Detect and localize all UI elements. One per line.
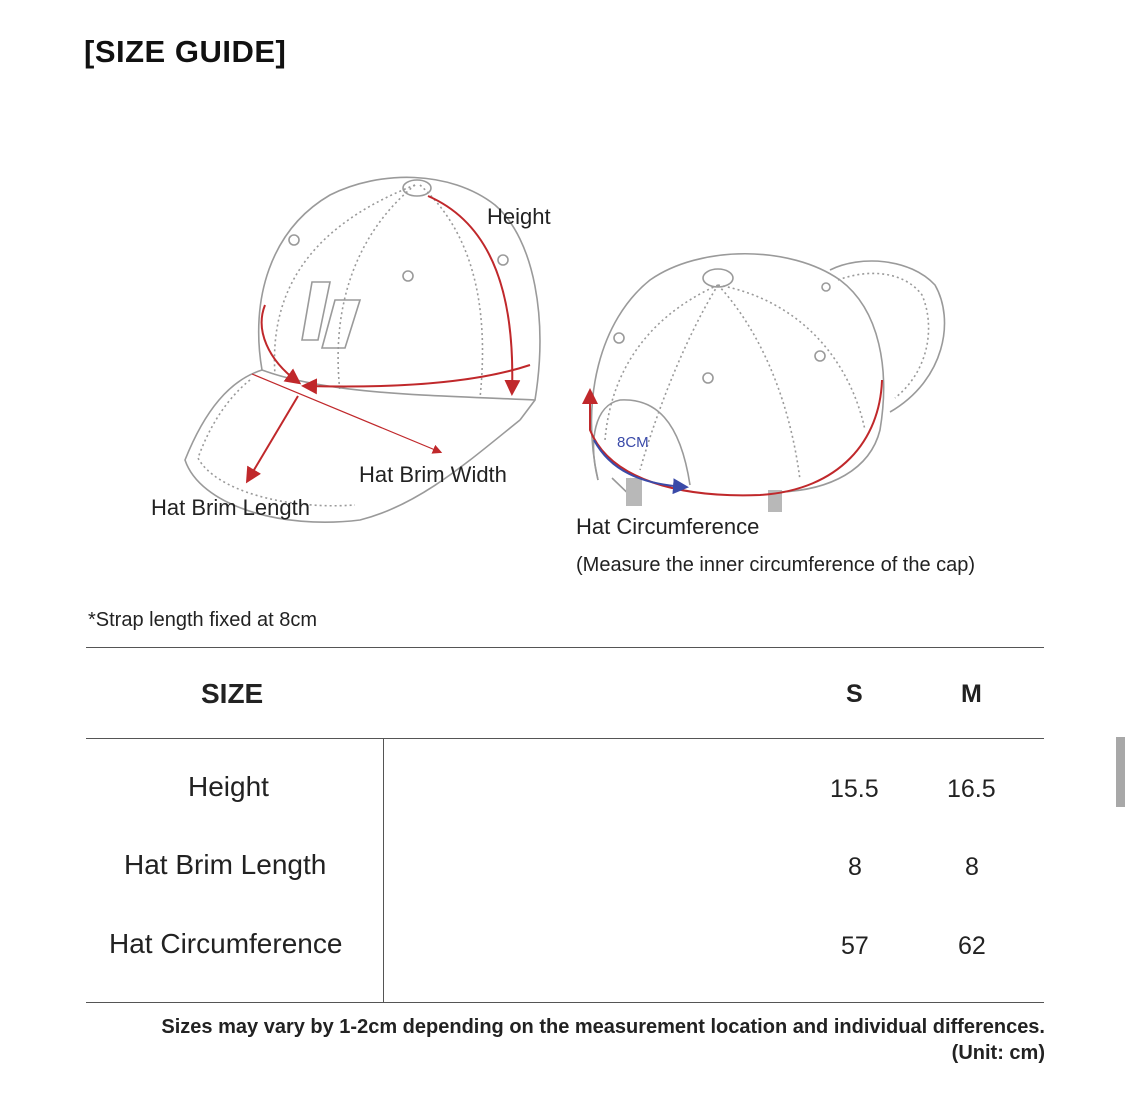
row-label-height: Height [188, 771, 269, 802]
label-brim-length: Hat Brim Length [151, 495, 310, 520]
row-label-circumference: Hat Circumference [109, 928, 343, 959]
strap-note: *Strap length fixed at 8cm [88, 609, 318, 631]
size-header: SIZE [201, 678, 264, 709]
table-header-rule [86, 738, 1044, 739]
back-cap-drawing [591, 254, 944, 505]
row-label-brim-length: Hat Brim Length [124, 849, 327, 880]
footer-note: Sizes may vary by 1-2cm depending on the measurement location and individual differences. [161, 1016, 1045, 1038]
label-circumference: Hat Circumference [576, 514, 760, 539]
size-m-header: M [961, 680, 982, 708]
table-column-divider [383, 738, 384, 1002]
value-brim-length-s: 8 [848, 853, 862, 881]
value-brim-length-m: 8 [965, 853, 979, 881]
value-height-m: 16.5 [947, 775, 996, 803]
value-circumference-s: 57 [841, 932, 869, 960]
table-top-rule [86, 647, 1044, 648]
scrollbar-thumb[interactable] [1116, 737, 1125, 807]
label-circumference-note: (Measure the inner circumference of the cap) [576, 554, 976, 576]
table-bottom-rule [86, 1002, 1044, 1003]
front-cap-measurements [248, 196, 530, 480]
label-brim-width: Hat Brim Width [359, 462, 507, 487]
value-height-s: 15.5 [830, 775, 879, 803]
page-title: [SIZE GUIDE] [84, 34, 287, 69]
size-s-header: S [846, 680, 863, 708]
label-height: Height [487, 204, 551, 229]
footer-unit: (Unit: cm) [951, 1042, 1045, 1064]
label-strap-8cm: 8CM [617, 434, 649, 451]
value-circumference-m: 62 [958, 932, 986, 960]
strap-shade-left [626, 478, 642, 506]
